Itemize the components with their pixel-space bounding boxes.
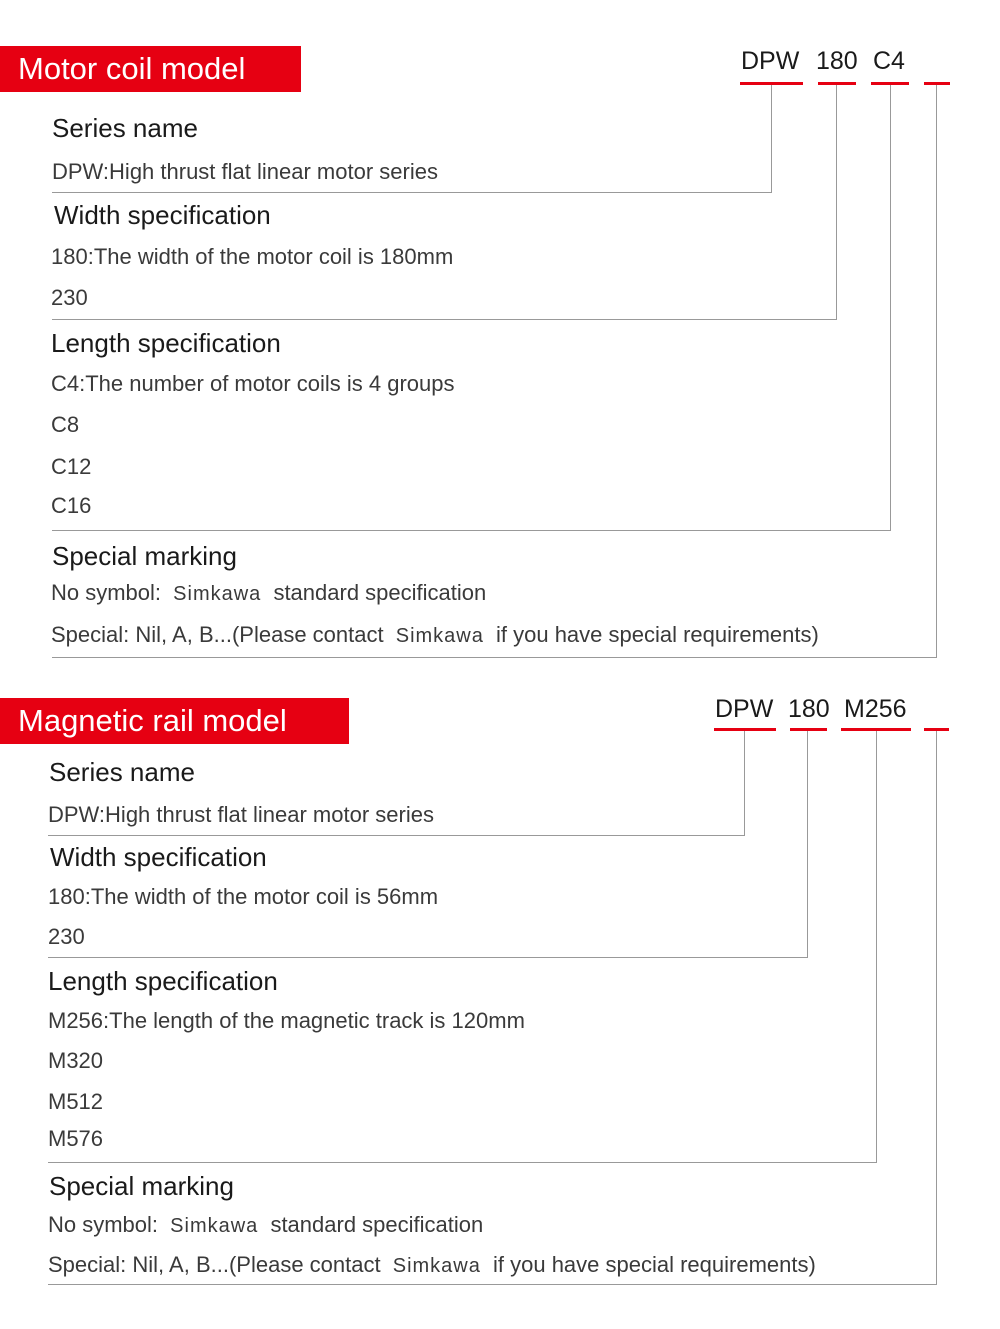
no-symbol-prefix: No symbol: bbox=[48, 1212, 159, 1237]
motor-connector-length-v bbox=[890, 85, 891, 531]
rail-connector-special-v bbox=[936, 731, 937, 1285]
brand-name: Simkawa bbox=[392, 1255, 481, 1277]
no-symbol-prefix: No symbol: bbox=[51, 580, 162, 605]
rail-connector-width-h bbox=[48, 957, 808, 958]
brand-name: Simkawa bbox=[173, 583, 262, 605]
motor-series-item: DPW:High thrust flat linear motor series bbox=[52, 159, 438, 184]
rail-special-no-symbol bbox=[48, 1212, 483, 1238]
brand-name: Simkawa bbox=[395, 625, 484, 647]
rail-connector-special-h bbox=[48, 1284, 937, 1285]
rail-length-heading: Length specification bbox=[48, 966, 278, 996]
rail-connector-length-h bbox=[48, 1162, 877, 1163]
rail-width-item: 180:The width of the motor coil is 56mm bbox=[48, 884, 439, 909]
motor-special-no-symbol bbox=[51, 580, 486, 606]
special-suffix: if you have special requirements) bbox=[493, 1252, 816, 1277]
motor-connector-special-v bbox=[936, 85, 937, 658]
rail-length-item: M320 bbox=[48, 1048, 104, 1073]
motor-special-note bbox=[51, 622, 819, 648]
brand-name: Simkawa bbox=[170, 1215, 259, 1237]
rail-underline-series bbox=[714, 728, 776, 731]
motor-coil-title: Motor coil model bbox=[0, 46, 301, 92]
motor-special-heading: Special marking bbox=[52, 541, 237, 571]
rail-connector-length-v bbox=[876, 731, 877, 1163]
no-symbol-suffix: standard specification bbox=[270, 1212, 484, 1237]
motor-series-heading: Series name bbox=[52, 113, 198, 143]
rail-width-heading: Width specification bbox=[50, 842, 267, 872]
rail-special-heading: Special marking bbox=[49, 1171, 234, 1201]
motor-length-item: C8 bbox=[51, 412, 80, 437]
motor-code-length: C4 bbox=[873, 47, 905, 75]
special-suffix: if you have special requirements) bbox=[496, 622, 819, 647]
rail-code-series: DPW bbox=[715, 695, 774, 723]
motor-connector-length-h bbox=[52, 530, 891, 531]
special-prefix: Special: Nil, A, B...(Please contact bbox=[51, 622, 384, 647]
rail-connector-series-v bbox=[744, 731, 745, 836]
rail-length-item: M576 bbox=[48, 1126, 104, 1151]
motor-code-series: DPW bbox=[741, 47, 800, 75]
rail-length-item: M512 bbox=[48, 1089, 104, 1114]
motor-width-item: 230 bbox=[51, 285, 88, 310]
rail-connector-width-v bbox=[807, 731, 808, 958]
motor-connector-width-v bbox=[836, 85, 837, 320]
rail-code-length: M256 bbox=[844, 695, 907, 723]
motor-connector-series-h bbox=[52, 192, 772, 193]
rail-series-item: DPW:High thrust flat linear motor series bbox=[48, 802, 434, 827]
rail-code-width: 180 bbox=[788, 695, 830, 723]
rail-special-note bbox=[48, 1252, 816, 1278]
rail-width-item: 230 bbox=[48, 924, 85, 949]
motor-length-heading: Length specification bbox=[51, 328, 281, 358]
rail-series-heading: Series name bbox=[49, 757, 195, 787]
motor-underline-width bbox=[818, 82, 856, 85]
motor-connector-series-v bbox=[771, 85, 772, 193]
motor-width-heading: Width specification bbox=[54, 200, 271, 230]
rail-underline-width bbox=[790, 728, 827, 731]
no-symbol-suffix: standard specification bbox=[273, 580, 487, 605]
motor-connector-width-h bbox=[52, 319, 837, 320]
rail-connector-series-h bbox=[48, 835, 745, 836]
motor-length-item: C4:The number of motor coils is 4 groups bbox=[51, 371, 455, 396]
special-prefix: Special: Nil, A, B...(Please contact bbox=[48, 1252, 381, 1277]
motor-underline-special bbox=[924, 82, 950, 85]
motor-length-item: C12 bbox=[51, 454, 92, 479]
motor-width-item: 180:The width of the motor coil is 180mm bbox=[51, 244, 454, 269]
motor-length-item: C16 bbox=[51, 493, 92, 518]
magnetic-rail-title: Magnetic rail model bbox=[0, 698, 349, 744]
motor-code-width: 180 bbox=[816, 47, 858, 75]
motor-connector-special-h bbox=[52, 657, 937, 658]
rail-length-item: M256:The length of the magnetic track is 120mm bbox=[48, 1008, 525, 1033]
